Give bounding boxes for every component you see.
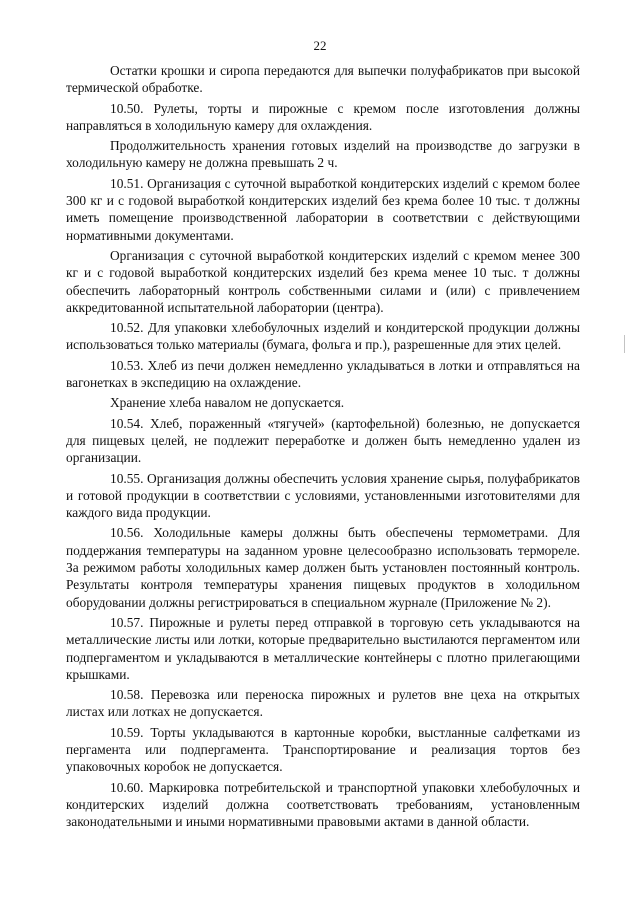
paragraph-10-53: 10.53. Хлеб из печи должен немедленно укладываться в лотки и отправляться на вагонетках в экспедицию на охлаждение. [66,357,580,391]
paragraph-10-56: 10.56. Холодильные камеры должны быть обеспечены термометрами. Для поддержания температуры на заданном уровне целесообразно использовать термореле. За режимом работы холодильных камер должен быть установлен постоянный контроль. Результаты контроля температуры хранения пищевых продуктов в холодильном оборудовании должны регистрироваться в специальном журнале (Приложение № 2). [66,525,580,610]
paragraph-10-60: 10.60. Маркировка потребительской и транспортной упаковки хлебобулочных и кондитерских изделий должна соответствовать требованиям, установленным законодательными и иными нормативными правовыми актами в данной области. [66,779,580,830]
paragraph-lab-control: Организация с суточной выработкой кондитерских изделий с кремом менее 300 кг и с годовой выработкой кондитерских изделий без крема менее 10 тыс. т должны обеспечить лабораторный контроль собственными силами и (или) с привлечением аккредитованной испытательной лаборатории (центра). [66,247,580,315]
paragraph-bread-storage: Хранение хлеба навалом не допускается. [110,395,345,411]
page-number: 22 [313,38,327,53]
paragraph-10-59: 10.59. Торты укладываются в картонные коробки, выстланные салфетками из пергамента или подпергамента. Транспортирование и реализация тортов без упаковочных коробок не допускается. [66,724,580,775]
document-body [66,62,580,833]
paragraph-storage-duration: Продолжительность хранения готовых изделий на производстве до загрузки в холодильную камеру не должна превышать 2 ч. [66,138,580,171]
paragraph-crumbs-syrup: Остатки крошки и сиропа передаются для выпечки полуфабрикатов при высокой термической обработке. [66,63,580,96]
paragraph-10-51: 10.51. Организация с суточной выработкой кондитерских изделий с кремом более 300 кг и с годовой выработкой кондитерских изделий без крема более 10 тыс. т должны иметь помещение производственной лаборатории в соответствии с действующими нормативными документами. [66,175,580,243]
paragraph-10-50: 10.50. Рулеты, торты и пирожные с кремом после изготовления должны направляться в холодильную камеру для охлаждения. [66,100,580,133]
paragraph-10-58: 10.58. Перевозка или переноска пирожных и рулетов вне цеха на открытых листах или лотках не допускается. [66,687,580,720]
paragraph-10-55: 10.55. Организация должны обеспечить условия хранение сырья, полуфабрикатов и готовой продукции в соответствии с условиями, установленными изготовителями для каждого вида продукции. [66,470,580,521]
scan-mark [624,335,625,353]
paragraph-10-54: 10.54. Хлеб, пораженный «тягучей» (картофельной) болезнью, не допускается для пищевых целей, не подлежит переработке и должен быть немедленно удален из организации. [66,415,580,466]
paragraph-10-57: 10.57. Пирожные и рулеты перед отправкой в торговую сеть укладываются на металлические листы или лотки, которые предварительно выстилаются пергаментом или подпергаментом и укладываются в металлические контейнеры с плотно прилегающими крышками. [66,614,580,682]
paragraph-10-52: 10.52. Для упаковки хлебобулочных изделий и кондитерской продукции должны использоваться только материалы (бумага, фольга и пр.), разрешенные для этих целей. [66,320,580,353]
